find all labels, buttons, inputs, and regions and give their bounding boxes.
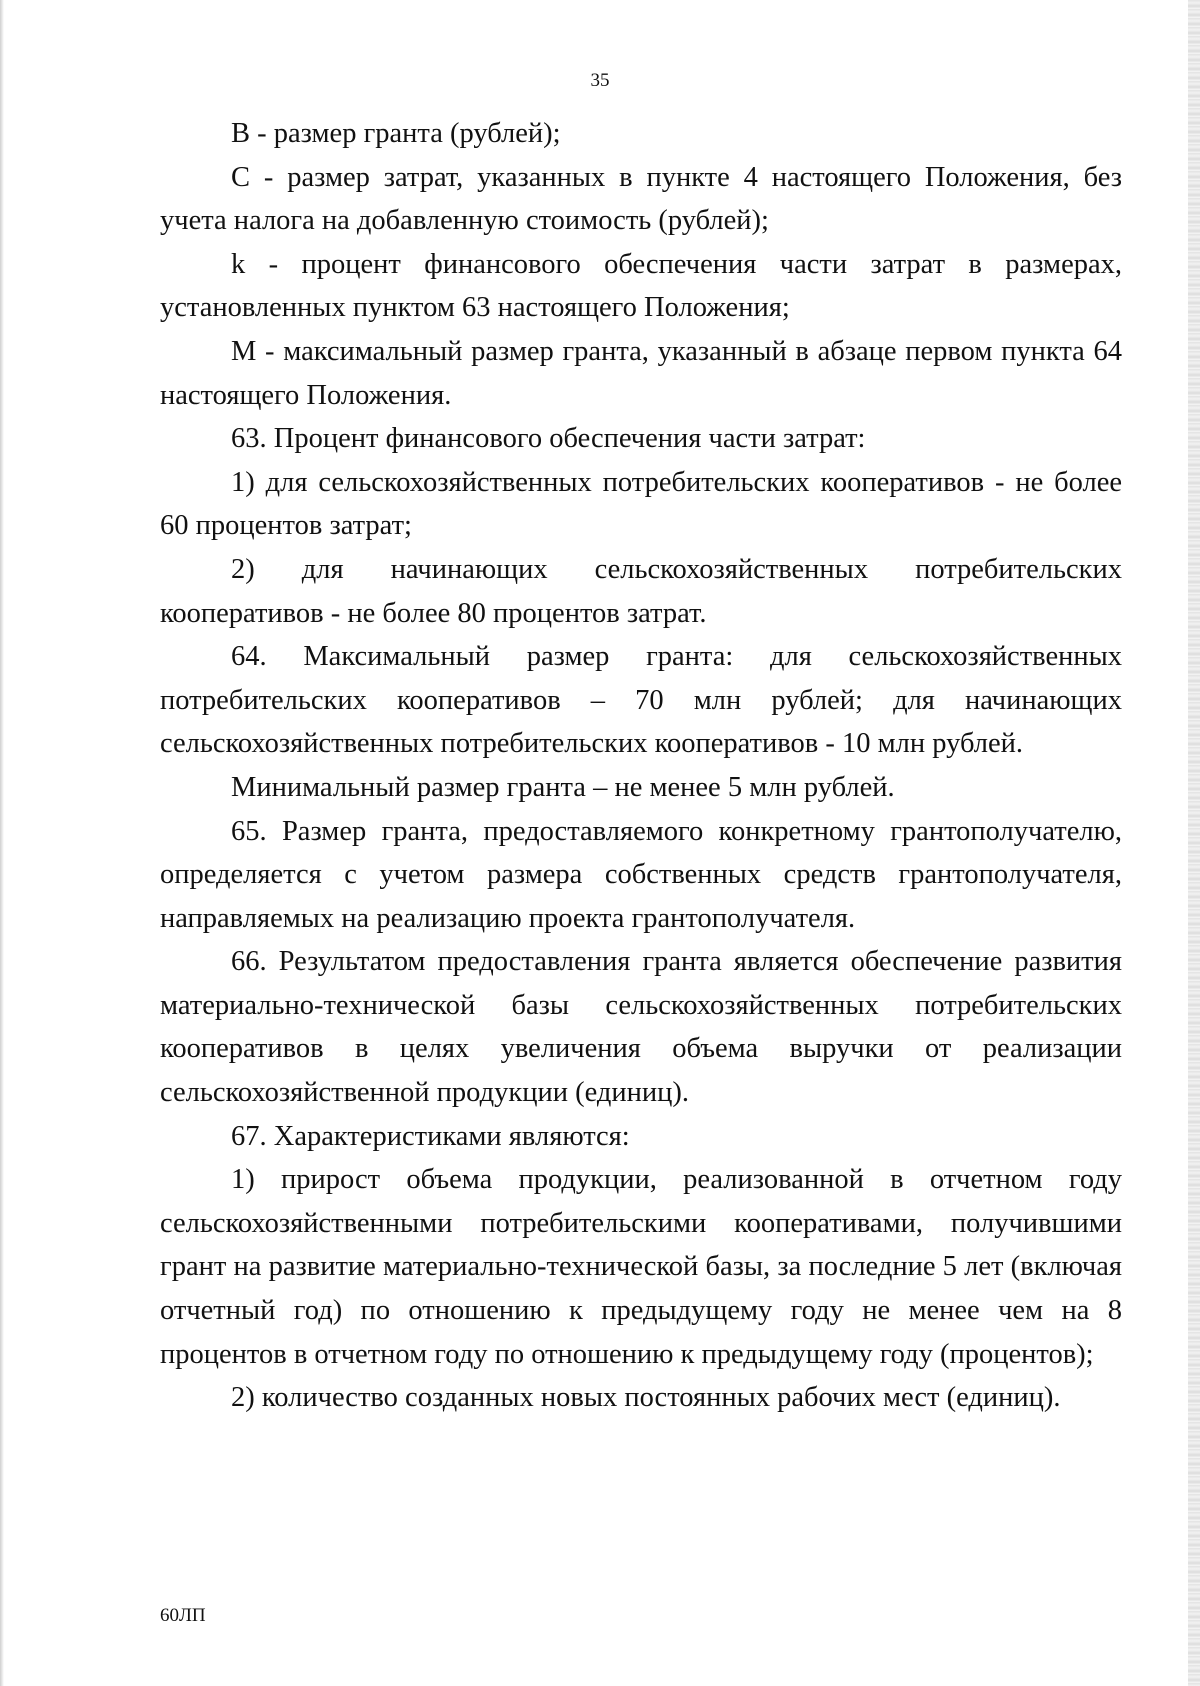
paragraph-m-max-grant: М - максимальный размер гранта, указанный в абзаце первом пункта 64 настоящего Положения. bbox=[160, 335, 1122, 411]
paragraph-63-heading: 63. Процент финансового обеспечения части затрат: bbox=[231, 423, 866, 455]
paragraph-64-min-grant: Минимальный размер гранта – не менее 5 млн рублей. bbox=[231, 771, 895, 803]
paragraph-c-costs: С - размер затрат, указанных в пункте 4 настоящего Положения, без учета налога на добавленную стоимость (рублей); bbox=[160, 161, 1122, 237]
paragraph-b-grant-size: В - размер гранта (рублей); bbox=[231, 118, 561, 149]
document-body bbox=[160, 112, 1122, 1420]
scan-edge-left bbox=[0, 0, 4, 1686]
paragraph-k-percent: k - процент финансового обеспечения части затрат в размерах, установленных пунктом 63 настоящего Положения; bbox=[160, 248, 1122, 324]
scan-edge-right bbox=[1188, 0, 1200, 1686]
footer-document-code: 60ЛП bbox=[160, 1605, 206, 1626]
paragraph-67-heading: 67. Характеристиками являются: bbox=[231, 1120, 630, 1152]
paragraph-67-item-2: 2) количество созданных новых постоянных рабочих мест (единиц). bbox=[231, 1382, 1061, 1414]
paragraph-65-grant-amount: 65. Размер гранта, предоставляемого конкретному грантополучателю, определяется с учетом размера собственных средств грантополучателя, направляемых на реализацию проекта грантополучателя. bbox=[160, 815, 1122, 934]
page-number: 35 bbox=[590, 70, 610, 91]
paragraph-64-max-grant: 64. Максимальный размер гранта: для сельскохозяйственных потребительских кооперативов – 70 млн рублей; для начинающих сельскохозяйственных потребительских кооперативов - 10 млн рублей. bbox=[160, 641, 1122, 760]
paragraph-66-result: 66. Результатом предоставления гранта является обеспечение развития материально-технической базы сельскохозяйственных потребительских кооперативов в целях увеличения объема выручки от реализации сельскохозяйственной продукции (единиц). bbox=[160, 946, 1122, 1109]
paragraph-67-item-1: 1) прирост объема продукции, реализованной в отчетном году сельскохозяйственными потребительскими кооперативами, получившими грант на развитие материально-технической базы, за последние 5 лет (включая отчетный год) по отношению к предыдущему году не менее чем на 8 процентов в отчетном году по отношению к предыдущему году (процентов); bbox=[160, 1164, 1122, 1370]
paragraph-63-item-2: 2) для начинающих сельскохозяйственных потребительских кооперативов - не более 80 процентов затрат. bbox=[160, 553, 1122, 629]
paragraph-63-item-1: 1) для сельскохозяйственных потребительских кооперативов - не более 60 процентов затрат; bbox=[160, 466, 1122, 542]
